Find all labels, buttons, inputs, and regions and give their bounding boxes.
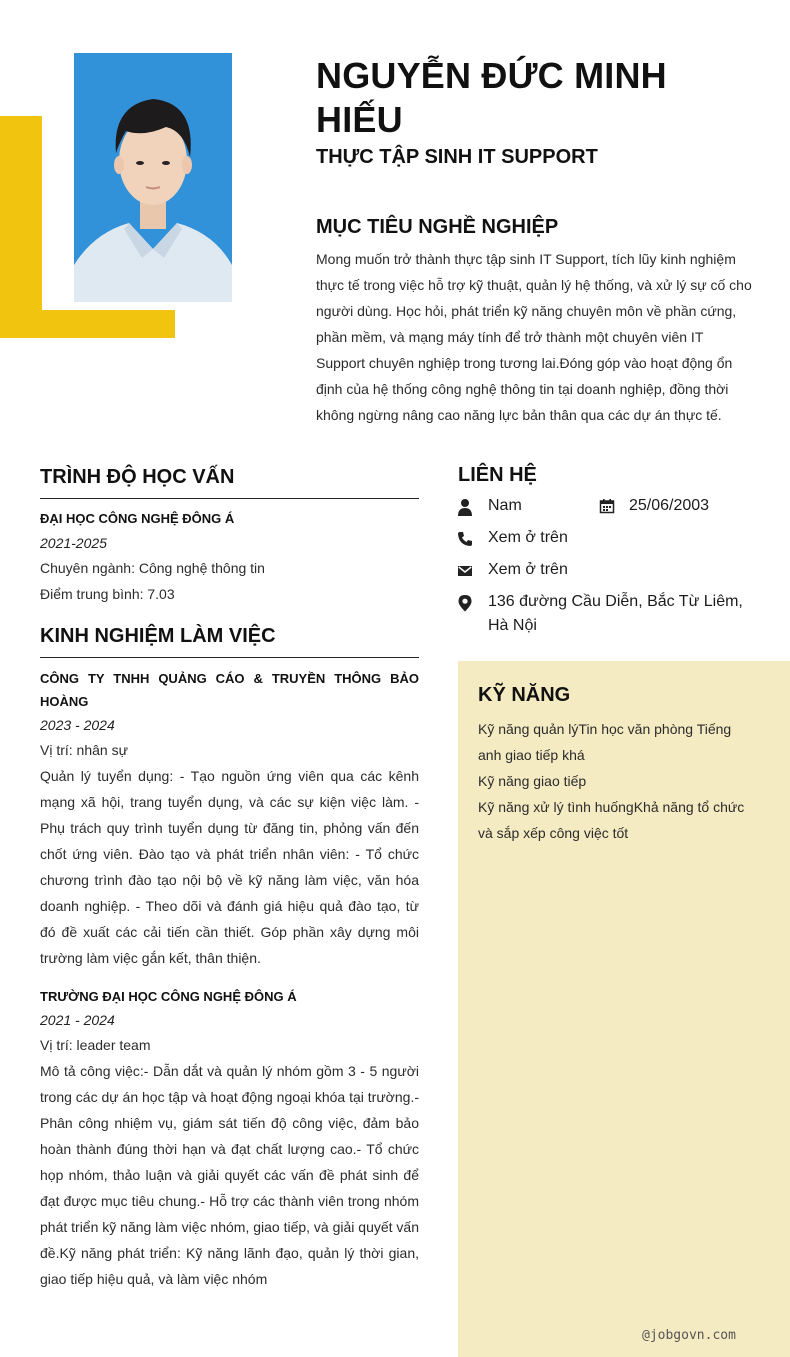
phone-icon [457,530,473,548]
skills-list [478,716,750,846]
profile-photo [74,53,232,302]
contact-birthday: 25/06/2003 [629,497,710,514]
education-gpa: Điểm trung bình: 7.03 [40,586,175,602]
envelope-icon [457,562,473,580]
experience-position: Vị trí: nhân sự [40,742,128,758]
education-major: Chuyên ngành: Công nghệ thông tin [40,560,265,576]
education-school: ĐẠI HỌC CÔNG NGHỆ ĐÔNG Á [40,511,235,526]
contact-email: Xem ở trên [488,561,568,578]
experience-years: 2023 - 2024 [40,717,115,733]
experience-description: Mô tả công việc:- Dẫn dắt và quản lý nhóm gồm 3 - 5 người trong các dự án học tập và hoạt động ngoại khóa tại trường.- Phân công nhiệm vụ, giám sát tiến độ công việc, đảm bảo hoàn thành đúng thời hạn và đạt chất lượng cao.- Tổ chức họp nhóm, thảo luận và giải quyết các vấn đề phát sinh để đạt được mục tiêu chung.- Hỗ trợ các thành viên trong nhóm phát triển kỹ năng làm việc nhóm, giao tiếp, và giải quyết vấn đề.Kỹ năng phát triển: Kỹ năng lãnh đạo, quản lý thời gian, giao tiếp hiệu quả, và làm việc nhóm [40,1063,419,1287]
contact-phone: Xem ở trên [488,529,568,546]
job-title: THỰC TẬP SINH IT SUPPORT [316,146,598,168]
person-icon [457,498,473,516]
experience-company: TRƯỜNG ĐẠI HỌC CÔNG NGHỆ ĐÔNG Á [40,989,297,1004]
skills-heading: KỸ NĂNG [478,684,571,706]
experience-years: 2021 - 2024 [40,1012,115,1028]
education-years: 2021-2025 [40,535,107,551]
location-pin-icon [457,594,473,612]
accent-bar-vertical [0,116,42,338]
candidate-name: NGUYỄN ĐỨC MINH HIẾU [316,55,667,140]
watermark: @jobgovn.com [642,1328,736,1343]
skill-item: Kỹ năng quản lýTin học văn phòng Tiếng anh giao tiếp khá [478,721,732,763]
contact-gender: Nam [488,497,522,514]
education-divider [40,498,419,499]
objective-heading: MỤC TIÊU NGHỀ NGHIỆP [316,216,559,238]
experience-heading: KINH NGHIỆM LÀM VIỆC [40,625,276,647]
experience-description: Quản lý tuyển dụng: - Tạo nguồn ứng viên qua các kênh mạng xã hội, trang tuyển dụng, và các sự kiện việc làm. - Phụ trách quy trình tuyển dụng từ đăng tin, phỏng vấn đến chốt ứng viên. Đào tạo và phát triển nhân viên: - Tổ chức chương trình đào tạo nội bộ về kỹ năng làm việc, văn hóa doanh nghiệp. - Theo dõi và đánh giá hiệu quả đào tạo, từ đó đề xuất các cải tiến cần thiết. Góp phần xây dựng môi trường làm việc gắn kết, thân thiện. [40,768,419,966]
experience-divider [40,657,419,658]
calendar-icon [599,497,615,515]
contact-heading: LIÊN HỆ [458,464,537,486]
contact-address: 136 đường Cầu Diễn, Bắc Từ Liêm, Hà Nội [488,593,743,634]
accent-bar-horizontal [0,310,175,338]
objective-text: Mong muốn trở thành thực tập sinh IT Support, tích lũy kinh nghiệm thực tế trong việc hỗ trợ kỹ thuật, quản lý hệ thống, và xử lý sự cố cho người dùng. Học hỏi, phát triển kỹ năng chuyên môn về phần cứng, phần mềm, và mạng máy tính để trở thành một chuyên viên IT Support chuyên nghiệp trong tương lai.Đóng góp vào hoạt động ổn định của hệ thống công nghệ thông tin tại doanh nghiệp, đồng thời không ngừng nâng cao năng lực bản thân qua các dự án thực tế. [316,251,752,423]
experience-company: CÔNG TY TNHH QUẢNG CÁO & TRUYỀN THÔNG BẢO HOÀNG [40,671,419,709]
skill-item: Kỹ năng xử lý tình huốngKhả năng tổ chức và sắp xếp công việc tốt [478,799,745,841]
skill-item: Kỹ năng giao tiếp [478,773,587,789]
education-heading: TRÌNH ĐỘ HỌC VẤN [40,466,235,488]
experience-position: Vị trí: leader team [40,1037,151,1053]
